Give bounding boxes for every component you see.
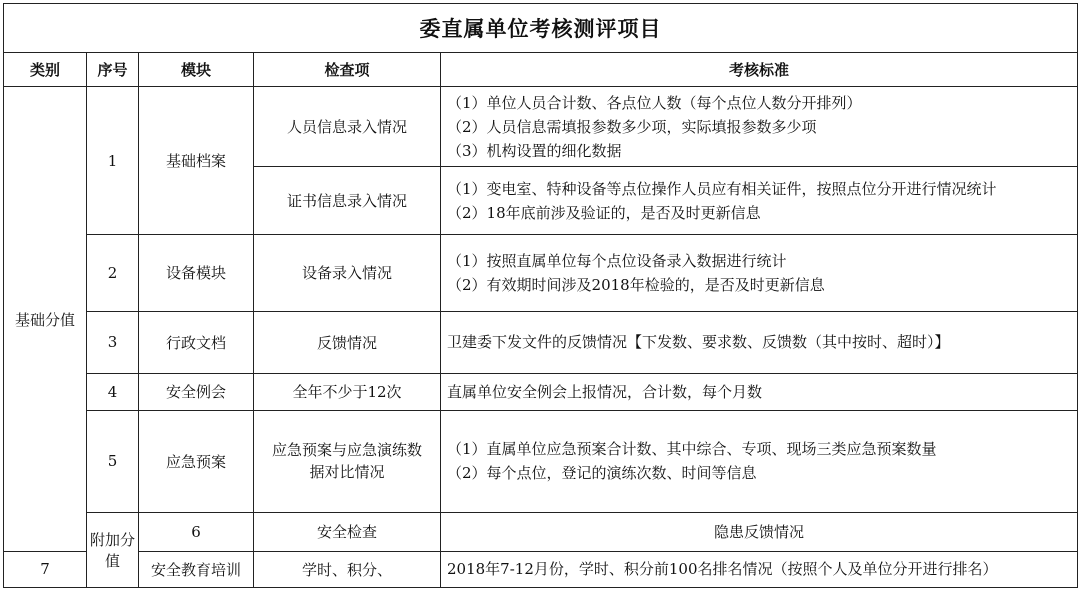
row-standard [441, 311, 1078, 373]
standard-line: 卫建委下发文件的反馈情况【下发数、要求数、反馈数（其中按时、超时）】 [447, 333, 950, 352]
standard-line: （1）单位人员合计数、各点位人数（每个点位人数分开排列） [447, 93, 862, 112]
check-line: 应急预案与应急演练数 [271, 441, 422, 460]
row-no: 1 [87, 87, 139, 235]
row-check-item: 人员信息录入情况 [254, 87, 441, 166]
table-row [4, 512, 1078, 551]
title-row [4, 4, 1078, 53]
header-standard: 考核标准 [441, 53, 1078, 87]
row-module: 基础档案 [139, 87, 254, 235]
header-category: 类别 [4, 53, 87, 87]
row-check-item: 证书信息录入情况 [254, 166, 441, 234]
standard-line: 2018年7-12月份，学时、积分前100名排名情况（按照个人及单位分开进行排名） [447, 560, 998, 579]
evaluation-table [3, 3, 1078, 588]
header-check-item: 检查项 [254, 53, 441, 87]
header-no: 序号 [87, 53, 139, 87]
row-check-item: 设备录入情况 [254, 235, 441, 311]
standard-line: （2）每个点位，登记的演练次数、时间等信息 [447, 464, 757, 483]
row-check-item [254, 411, 441, 513]
standard-line: （1）按照直属单位每个点位设备录入数据进行统计 [447, 251, 787, 270]
row-check-item: 反馈情况 [254, 311, 441, 373]
table-row [4, 87, 1078, 166]
row-no: 4 [87, 373, 139, 410]
row-module: 安全检查 [254, 512, 441, 551]
table-title: 委直属单位考核测评项目 [4, 4, 1078, 53]
row-check-item: 学时、积分、 [254, 551, 441, 587]
row-standard [441, 166, 1078, 234]
standard-line: （2）18年底前涉及验证的，是否及时更新信息 [447, 203, 761, 222]
standard-line: （2）有效期时间涉及2018年检验的，是否及时更新信息 [447, 275, 825, 294]
row-no: 7 [4, 551, 87, 587]
check-line: 据对比情况 [309, 463, 385, 482]
row-standard [441, 373, 1078, 410]
row-no: 5 [87, 411, 139, 513]
category-bonus: 附加分值 [87, 512, 139, 587]
row-module: 应急预案 [139, 411, 254, 513]
header-module: 模块 [139, 53, 254, 87]
table-row [4, 311, 1078, 373]
row-module: 安全例会 [139, 373, 254, 410]
standard-line: （1）变电室、特种设备等点位操作人员应有相关证件，按照点位分开进行情况统计 [447, 179, 997, 198]
row-no: 3 [87, 311, 139, 373]
table-row [4, 551, 1078, 587]
row-standard [441, 87, 1078, 166]
row-module: 安全教育培训 [139, 551, 254, 587]
row-check-item: 隐患反馈情况 [441, 512, 1078, 551]
row-no: 2 [87, 235, 139, 311]
header-row [4, 53, 1078, 87]
row-standard [441, 411, 1078, 513]
standard-line: 直属单位安全例会上报情况，合计数，每个月数 [447, 382, 763, 401]
table-row [4, 373, 1078, 410]
row-module: 设备模块 [139, 235, 254, 311]
row-check-item: 全年不少于12次 [254, 373, 441, 410]
standard-line: （3）机构设置的细化数据 [447, 141, 622, 160]
row-no: 6 [139, 512, 254, 551]
table-row [4, 235, 1078, 311]
row-standard [441, 551, 1078, 587]
category-basic: 基础分值 [4, 87, 87, 551]
standard-line: （2）人员信息需填报参数多少项，实际填报参数多少项 [447, 117, 817, 136]
standard-line: （1）直属单位应急预案合计数、其中综合、专项、现场三类应急预案数量 [447, 440, 937, 459]
row-standard [441, 235, 1078, 311]
row-module: 行政文档 [139, 311, 254, 373]
table-row [4, 411, 1078, 513]
